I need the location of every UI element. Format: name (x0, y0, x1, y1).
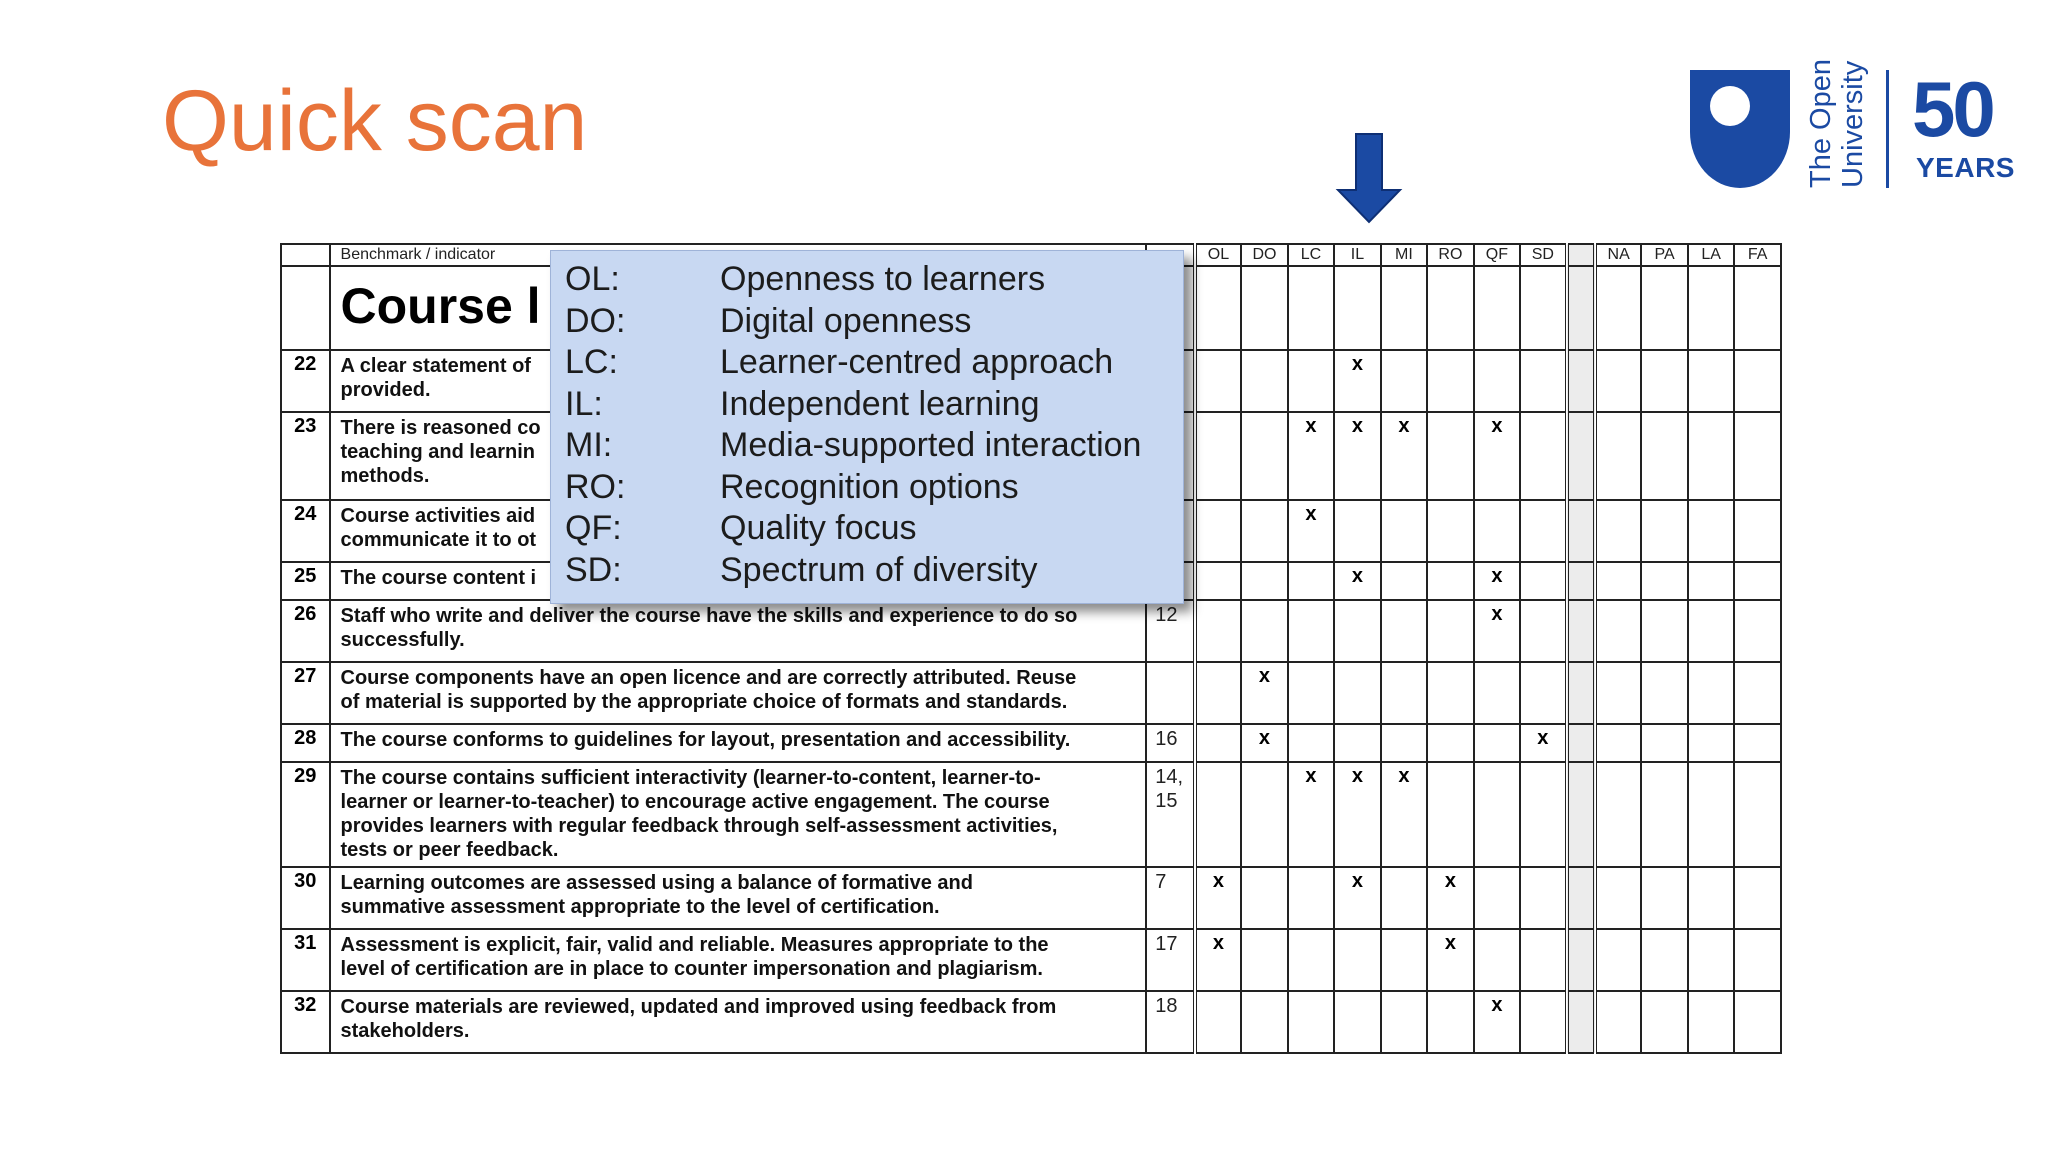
legend-label: Spectrum of diversity (720, 550, 1038, 589)
mark-fa (1734, 500, 1781, 562)
mark-mi (1381, 350, 1427, 412)
mark-pa (1641, 929, 1687, 991)
header-benchmark-label: Benchmark / indicator (330, 244, 1147, 266)
table-row (281, 662, 1781, 724)
mark-do (1241, 867, 1287, 929)
header-fa: FA (1734, 244, 1781, 266)
row-number: 30 (281, 867, 330, 929)
row-reference (1146, 662, 1195, 724)
row-description (330, 762, 1147, 867)
mark-pa (1641, 600, 1687, 662)
mark-do (1241, 600, 1287, 662)
row-description-line: Course activities aid (340, 505, 536, 527)
mark-ro (1427, 412, 1473, 500)
mark-il (1334, 500, 1380, 562)
row-gap-cell (1567, 991, 1595, 1053)
mark-mi (1381, 991, 1427, 1053)
row-description-line: level of certification are in place to counter impersonation and plagiarism. (340, 958, 1043, 980)
mark-pa (1641, 724, 1687, 762)
row-reference: 16 (1146, 724, 1195, 762)
mark-na (1595, 600, 1641, 662)
mark-sd (1520, 867, 1566, 929)
header-il: IL (1334, 244, 1380, 266)
mark-do (1241, 929, 1287, 991)
row-number: 26 (281, 600, 330, 662)
mark-sd (1520, 600, 1566, 662)
mark-il (1334, 600, 1380, 662)
row-description-line: The course conforms to guidelines for layout, presentation and accessibility. (340, 729, 1071, 751)
row-gap-cell (1567, 500, 1595, 562)
mark-lc: x (1288, 412, 1334, 500)
header-sd: SD (1520, 244, 1566, 266)
mark-il (1334, 991, 1380, 1053)
row-number: 23 (281, 412, 330, 500)
mark-lc: x (1288, 762, 1334, 867)
legend-abbr: OL: (565, 260, 620, 298)
mark-mi (1381, 562, 1427, 600)
mark-qf (1474, 929, 1520, 991)
mark-ol: x (1195, 929, 1241, 991)
row-number: 31 (281, 929, 330, 991)
mark-mi (1381, 929, 1427, 991)
row-reference: 12 (1146, 600, 1195, 662)
mark-ol (1195, 762, 1241, 867)
mark-fa (1734, 929, 1781, 991)
mark-na (1595, 350, 1641, 412)
row-gap-cell (1567, 762, 1595, 867)
mark-fa (1734, 662, 1781, 724)
mark-sd: x (1520, 724, 1566, 762)
mark-ol: x (1195, 867, 1241, 929)
row-description-line: teaching and learnin (340, 441, 535, 463)
mark-mi: x (1381, 762, 1427, 867)
mark-ol (1195, 991, 1241, 1053)
legend-popup (550, 250, 1184, 604)
mark-qf: x (1474, 600, 1520, 662)
mark-ol (1195, 724, 1241, 762)
mark-il: x (1334, 867, 1380, 929)
row-description-line: A clear statement of (340, 355, 531, 377)
mark-la (1688, 562, 1734, 600)
row-description-line: Learning outcomes are assessed using a balance of formative and (340, 872, 973, 894)
mark-qf (1474, 500, 1520, 562)
mark-mi (1381, 600, 1427, 662)
row-gap-cell (1567, 562, 1595, 600)
mark-pa (1641, 991, 1687, 1053)
mark-la (1688, 762, 1734, 867)
row-description-line: successfully. (340, 629, 465, 651)
mark-il: x (1334, 412, 1380, 500)
mark-la (1688, 929, 1734, 991)
mark-ol (1195, 500, 1241, 562)
row-number: 29 (281, 762, 330, 867)
mark-lc (1288, 724, 1334, 762)
mark-do (1241, 350, 1287, 412)
mark-pa (1641, 562, 1687, 600)
row-description-line: summative assessment appropriate to the level of certification. (340, 896, 940, 918)
table-row (281, 762, 1781, 867)
section-num-cell (281, 266, 330, 350)
mark-ol (1195, 600, 1241, 662)
mark-ro (1427, 350, 1473, 412)
mark-il (1334, 929, 1380, 991)
section-mark-cell (1241, 266, 1287, 350)
header-la: LA (1688, 244, 1734, 266)
mark-il (1334, 724, 1380, 762)
mark-qf (1474, 867, 1520, 929)
section-title: Course l (330, 266, 1147, 350)
legend-label: Independent learning (720, 384, 1040, 423)
mark-sd (1520, 562, 1566, 600)
mark-fa (1734, 991, 1781, 1053)
legend-abbr: IL: (565, 384, 603, 423)
row-description-line: of material is supported by the appropriate choice of formats and standards. (340, 691, 1068, 713)
header-do: DO (1241, 244, 1287, 266)
mark-do (1241, 412, 1287, 500)
section-mark-cell (1334, 266, 1380, 350)
section-gap-cell (1567, 266, 1595, 350)
header-pa: PA (1641, 244, 1687, 266)
mark-ol (1195, 412, 1241, 500)
table-row (281, 867, 1781, 929)
header-ol: OL (1195, 244, 1241, 266)
mark-fa (1734, 724, 1781, 762)
row-description-line: Assessment is explicit, fair, valid and reliable. Measures appropriate to the (340, 934, 1049, 956)
mark-sd (1520, 350, 1566, 412)
mark-la (1688, 662, 1734, 724)
header-ro: RO (1427, 244, 1473, 266)
logo-years: YEARS (1916, 152, 2015, 183)
mark-il: x (1334, 562, 1380, 600)
row-reference: 7 (1146, 867, 1195, 929)
table-row (281, 724, 1781, 762)
mark-lc (1288, 600, 1334, 662)
logo-fifty: 50 (1912, 65, 1993, 153)
legend-label: Media-supported interaction (720, 426, 1142, 464)
row-gap-cell (1567, 724, 1595, 762)
mark-fa (1734, 562, 1781, 600)
mark-pa (1641, 867, 1687, 929)
header-lc: LC (1288, 244, 1334, 266)
section-mark-cell (1520, 266, 1566, 350)
row-description (330, 867, 1147, 929)
row-number: 25 (281, 562, 330, 600)
row-reference: 14, 15 (1146, 762, 1195, 867)
legend-label: Quality focus (720, 509, 917, 547)
open-university-logo (1690, 59, 2020, 192)
mark-qf (1474, 350, 1520, 412)
row-description-line: communicate it to ot (340, 529, 537, 551)
slide-title: Quick scan (162, 73, 588, 169)
mark-na (1595, 991, 1641, 1053)
mark-do (1241, 500, 1287, 562)
mark-pa (1641, 500, 1687, 562)
mark-qf (1474, 662, 1520, 724)
row-description (330, 929, 1147, 991)
mark-sd (1520, 929, 1566, 991)
mark-la (1688, 350, 1734, 412)
row-number: 32 (281, 991, 330, 1053)
mark-lc (1288, 991, 1334, 1053)
section-mark-cell (1427, 266, 1473, 350)
section-mark-cell (1381, 266, 1427, 350)
mark-ol (1195, 350, 1241, 412)
mark-il (1334, 662, 1380, 724)
mark-ro (1427, 762, 1473, 867)
row-description-line: provided. (340, 379, 431, 401)
mark-lc (1288, 562, 1334, 600)
mark-fa (1734, 762, 1781, 867)
row-description-line: methods. (340, 465, 430, 487)
mark-mi (1381, 662, 1427, 724)
section-extra-cell (1734, 266, 1781, 350)
mark-do (1241, 991, 1287, 1053)
section-extra-cell (1641, 266, 1687, 350)
mark-la (1688, 991, 1734, 1053)
row-gap-cell (1567, 867, 1595, 929)
down-arrow-icon (1334, 132, 1404, 224)
row-description-line: tests or peer feedback. (340, 839, 559, 861)
mark-pa (1641, 412, 1687, 500)
mark-ro (1427, 562, 1473, 600)
mark-na (1595, 724, 1641, 762)
mark-na (1595, 562, 1641, 600)
mark-lc (1288, 350, 1334, 412)
mark-qf (1474, 762, 1520, 867)
mark-ro: x (1427, 867, 1473, 929)
mark-ro (1427, 600, 1473, 662)
mark-do (1241, 762, 1287, 867)
mark-la (1688, 500, 1734, 562)
row-reference: 17 (1146, 929, 1195, 991)
mark-qf (1474, 724, 1520, 762)
legend-label: Learner-centred approach (720, 343, 1114, 381)
mark-lc (1288, 867, 1334, 929)
section-extra-cell (1595, 266, 1641, 350)
legend-label: Digital openness (720, 301, 972, 340)
mark-do (1241, 562, 1287, 600)
legend-abbr: RO: (565, 467, 626, 506)
row-gap-cell (1567, 929, 1595, 991)
mark-na (1595, 500, 1641, 562)
row-description-line: stakeholders. (340, 1020, 470, 1042)
row-number: 28 (281, 724, 330, 762)
mark-qf: x (1474, 412, 1520, 500)
section-mark-cell (1288, 266, 1334, 350)
header-na: NA (1595, 244, 1641, 266)
ou-line-2: University (1837, 60, 1869, 188)
mark-pa (1641, 350, 1687, 412)
legend-label: Recognition options (720, 467, 1019, 506)
header-gap (1567, 244, 1595, 266)
header-num-cell (281, 244, 330, 266)
mark-qf: x (1474, 562, 1520, 600)
ou-shield-icon (1690, 70, 1790, 188)
mark-pa (1641, 762, 1687, 867)
row-description (330, 600, 1147, 662)
mark-sd (1520, 500, 1566, 562)
row-number: 27 (281, 662, 330, 724)
header-mi: MI (1381, 244, 1427, 266)
table-row (281, 929, 1781, 991)
mark-ro (1427, 724, 1473, 762)
mark-ro (1427, 991, 1473, 1053)
mark-do: x (1241, 662, 1287, 724)
section-extra-cell (1688, 266, 1734, 350)
mark-sd (1520, 412, 1566, 500)
header-qf: QF (1474, 244, 1520, 266)
mark-pa (1641, 662, 1687, 724)
mark-sd (1520, 762, 1566, 867)
row-gap-cell (1567, 600, 1595, 662)
row-gap-cell (1567, 662, 1595, 724)
row-reference: 18 (1146, 991, 1195, 1053)
mark-la (1688, 412, 1734, 500)
row-description-line: The course content i (340, 567, 537, 589)
row-gap-cell (1567, 350, 1595, 412)
section-mark-cell (1474, 266, 1520, 350)
mark-lc: x (1288, 500, 1334, 562)
row-description-line: provides learners with regular feedback through self-assessment activities, (340, 815, 1058, 837)
mark-lc (1288, 662, 1334, 724)
legend-abbr: SD: (565, 550, 622, 589)
legend-abbr: DO: (565, 301, 626, 340)
mark-la (1688, 724, 1734, 762)
row-number: 24 (281, 500, 330, 562)
mark-il: x (1334, 762, 1380, 867)
mark-mi (1381, 724, 1427, 762)
mark-qf: x (1474, 991, 1520, 1053)
mark-lc (1288, 929, 1334, 991)
row-description-line: Staff who write and deliver the course have the skills and experience to do so (340, 605, 1078, 627)
row-description (330, 724, 1147, 762)
mark-mi: x (1381, 412, 1427, 500)
table-row (281, 991, 1781, 1053)
mark-na (1595, 662, 1641, 724)
mark-ro (1427, 662, 1473, 724)
mark-mi (1381, 867, 1427, 929)
row-description-line: Course materials are reviewed, updated and improved using feedback from (340, 996, 1057, 1018)
mark-la (1688, 867, 1734, 929)
legend-abbr: QF: (565, 509, 622, 547)
mark-na (1595, 867, 1641, 929)
mark-mi (1381, 500, 1427, 562)
mark-na (1595, 412, 1641, 500)
table-row (281, 600, 1781, 662)
ou-wordmark (1805, 59, 1869, 188)
mark-sd (1520, 991, 1566, 1053)
mark-ol (1195, 562, 1241, 600)
row-gap-cell (1567, 412, 1595, 500)
mark-fa (1734, 600, 1781, 662)
legend-abbr: LC: (565, 343, 618, 381)
mark-na (1595, 929, 1641, 991)
mark-la (1688, 600, 1734, 662)
row-number: 22 (281, 350, 330, 412)
mark-ro (1427, 500, 1473, 562)
mark-fa (1734, 867, 1781, 929)
logo-divider (1886, 70, 1889, 188)
legend-label: Openness to learners (720, 260, 1046, 298)
row-description-line: There is reasoned co (340, 417, 541, 439)
mark-il: x (1334, 350, 1380, 412)
mark-fa (1734, 350, 1781, 412)
row-description (330, 991, 1147, 1053)
mark-ro: x (1427, 929, 1473, 991)
row-description (330, 662, 1147, 724)
row-description-line: Course components have an open licence and are correctly attributed. Reuse (340, 667, 1077, 689)
ou-line-1: The Open (1805, 59, 1837, 188)
row-description-line: learner or learner-to-teacher) to encourage active engagement. The course (340, 791, 1050, 813)
mark-fa (1734, 412, 1781, 500)
legend-abbr: MI: (565, 426, 613, 464)
row-description-line: The course contains sufficient interactivity (learner-to-content, learner-to- (340, 767, 1041, 789)
mark-do: x (1241, 724, 1287, 762)
mark-na (1595, 762, 1641, 867)
mark-ol (1195, 662, 1241, 724)
section-mark-cell (1195, 266, 1241, 350)
mark-sd (1520, 662, 1566, 724)
